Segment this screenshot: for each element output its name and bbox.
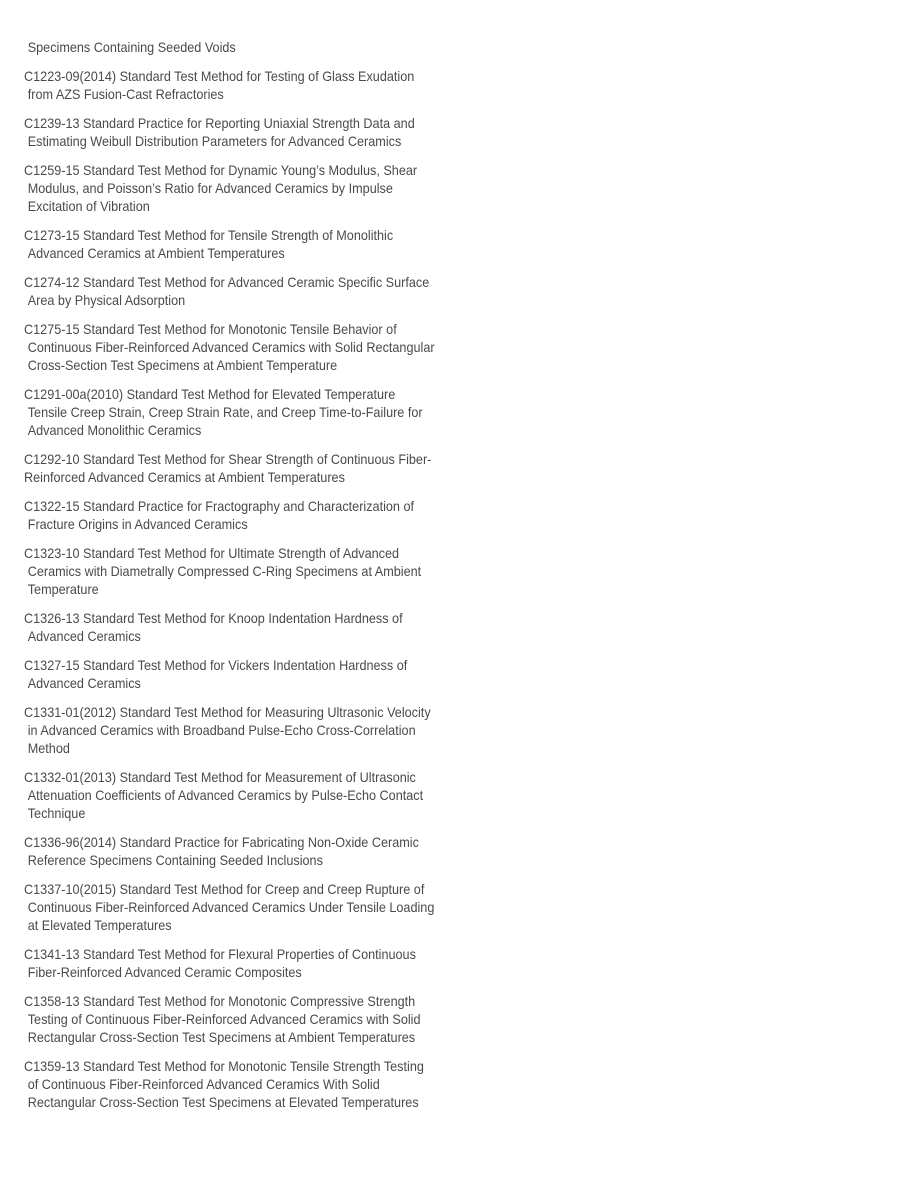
standard-entry-continuation-line: Rectangular Cross-Section Test Specimens at Elevated Temperatures — [27, 1095, 419, 1110]
standard-entry-continuation-line: Technique — [27, 806, 86, 821]
standard-entry-title-line: C1274-12 Standard Test Method for Advanced Ceramic Specific Surface — [24, 275, 430, 290]
standard-entry-title-line: C1337-10(2015) Standard Test Method for Creep and Creep Rupture of — [24, 882, 425, 897]
standard-entry — [24, 704, 470, 758]
standard-entry-continuation-line: Cross-Section Test Specimens at Ambient Temperature — [27, 358, 338, 373]
standard-entry-continuation-line: Continuous Fiber-Reinforced Advanced Ceramics with Solid Rectangular — [27, 340, 435, 355]
standard-entry-title-line: C1332-01(2013) Standard Test Method for Measurement of Ultrasonic — [24, 770, 416, 785]
standard-entry — [24, 769, 470, 823]
standard-entry-title-line: C1358-13 Standard Test Method for Monotonic Compressive Strength — [24, 994, 416, 1009]
standard-entry-title-line: C1259-15 Standard Test Method for Dynamic Young’s Modulus, Shear — [24, 163, 418, 178]
standard-entry — [24, 610, 470, 646]
standard-entry-continuation-line: Advanced Ceramics — [27, 629, 141, 644]
standard-entry-title-line: C1322-15 Standard Practice for Fractography and Characterization of — [24, 499, 415, 514]
standard-entry-continuation-line: Fiber-Reinforced Advanced Ceramic Composites — [27, 965, 302, 980]
standard-entry — [24, 946, 470, 982]
standard-entry-continuation-line: Ceramics with Diametrally Compressed C-Ring Specimens at Ambient — [27, 564, 422, 579]
standard-entry — [24, 834, 470, 870]
standard-entry-continuation-line: Rectangular Cross-Section Test Specimens at Ambient Temperatures — [27, 1030, 416, 1045]
standard-entry-title-line: C1291-00a(2010) Standard Test Method for Elevated Temperature — [24, 387, 396, 402]
standard-entry-continuation-line: Advanced Ceramics — [27, 676, 141, 691]
standard-entry-continuation-line: Modulus, and Poisson’s Ratio for Advanced Ceramics by Impulse — [27, 181, 393, 196]
standard-entry-title-line: C1239-13 Standard Practice for Reporting Uniaxial Strength Data and — [24, 116, 415, 131]
standard-entry — [24, 993, 470, 1047]
standard-entry-title-line: C1359-13 Standard Test Method for Monotonic Tensile Strength Testing — [24, 1059, 424, 1074]
standard-entry-continuation-line: of Continuous Fiber-Reinforced Advanced Ceramics With Solid — [27, 1077, 380, 1092]
standards-list — [24, 39, 470, 1123]
standard-entry-continuation-line: Advanced Monolithic Ceramics — [27, 423, 202, 438]
standard-entry — [24, 545, 470, 599]
standard-entry — [24, 162, 470, 216]
standard-entry-continuation-line: Fracture Origins in Advanced Ceramics — [27, 517, 248, 532]
standard-entry-continuation-line: Estimating Weibull Distribution Parameters for Advanced Ceramics — [27, 134, 402, 149]
standard-entry — [24, 451, 470, 487]
standard-entry-title-line: C1323-10 Standard Test Method for Ultimate Strength of Advanced — [24, 546, 400, 561]
standard-entry-continuation-line: Method — [27, 741, 70, 756]
standard-entry — [24, 386, 470, 440]
standard-entry-continuation-line: in Advanced Ceramics with Broadband Pulse-Echo Cross-Correlation — [27, 723, 416, 738]
standard-entry-title-line: C1331-01(2012) Standard Test Method for Measuring Ultrasonic Velocity — [24, 705, 431, 720]
standard-entry-title-line: C1341-13 Standard Test Method for Flexural Properties of Continuous — [24, 947, 416, 962]
standard-entry-continuation-line: Continuous Fiber-Reinforced Advanced Ceramics Under Tensile Loading — [27, 900, 435, 915]
standard-entry — [24, 1058, 470, 1112]
standard-entry-continuation-line: at Elevated Temperatures — [27, 918, 172, 933]
standard-entry — [24, 274, 470, 310]
standard-entry — [24, 115, 470, 151]
standard-entry-continuation-line: Attenuation Coefficients of Advanced Ceramics by Pulse-Echo Contact — [27, 788, 424, 803]
standard-entry-title-line: Specimens Containing Seeded Voids — [27, 40, 236, 55]
standard-entry-title-line: C1326-13 Standard Test Method for Knoop Indentation Hardness of — [24, 611, 403, 626]
standard-entry-title-line: C1275-15 Standard Test Method for Monotonic Tensile Behavior of — [24, 322, 397, 337]
standard-entry-continuation-line: from AZS Fusion-Cast Refractories — [27, 87, 224, 102]
standard-entry-continuation-line: Reinforced Advanced Ceramics at Ambient Temperatures — [24, 470, 345, 485]
standard-entry — [24, 321, 470, 375]
standard-entry — [24, 881, 470, 935]
standard-entry-continuation-line: Area by Physical Adsorption — [27, 293, 186, 308]
standard-entry — [24, 657, 470, 693]
standard-entry — [24, 498, 470, 534]
standard-entry-continuation-line: Advanced Ceramics at Ambient Temperatures — [27, 246, 285, 261]
standard-entry-continuation-line: Excitation of Vibration — [27, 199, 150, 214]
standard-entry-continuation-line: Tensile Creep Strain, Creep Strain Rate, and Creep Time-to-Failure for — [27, 405, 423, 420]
standard-entry-continuation-line: Testing of Continuous Fiber-Reinforced Advanced Ceramics with Solid — [27, 1012, 421, 1027]
standard-entry-continuation-line: Reference Specimens Containing Seeded Inclusions — [27, 853, 323, 868]
standard-entry-title-line: C1223-09(2014) Standard Test Method for Testing of Glass Exudation — [24, 69, 415, 84]
standard-entry-title-line: C1327-15 Standard Test Method for Vickers Indentation Hardness of — [24, 658, 408, 673]
standard-entry-title-line: C1292-10 Standard Test Method for Shear Strength of Continuous Fiber- — [24, 452, 432, 467]
standard-entry — [24, 227, 470, 263]
standard-entry-title-line: C1336-96(2014) Standard Practice for Fabricating Non-Oxide Ceramic — [24, 835, 419, 850]
standard-entry-title-line: C1273-15 Standard Test Method for Tensile Strength of Monolithic — [24, 228, 394, 243]
standard-entry-continuation-line: Temperature — [27, 582, 99, 597]
standard-entry — [24, 68, 470, 104]
standard-entry — [24, 39, 470, 57]
